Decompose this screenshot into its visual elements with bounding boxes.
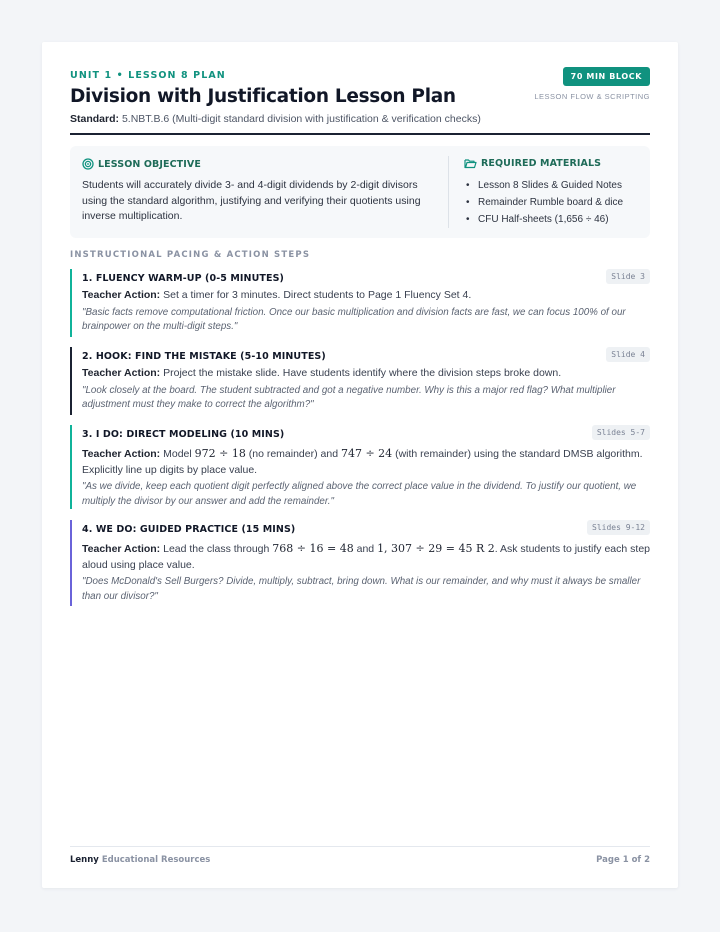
objective-panel (82, 158, 436, 225)
objective-text: Students will accurately divide 3- and 4-digit dividends by 2-digit divisors using the standard algorithm, justifying and verifying their quotients using inverse multiplication. (82, 179, 421, 222)
slide-tag: Slides 9-12 (587, 520, 650, 535)
action-label: Teacher Action: (82, 367, 161, 379)
materials-list (464, 177, 640, 228)
teacher-script: "As we divide, keep each quotient digit perfectly aligned above the correct place value in the dividend. To justify our quotient, we multiply the divisor by our answer and add the remainder." (82, 481, 637, 507)
step-title: 4. WE DO: GUIDED PRACTICE (15 MINS) (82, 524, 296, 535)
standard-line (70, 113, 481, 125)
step-title: 2. HOOK: FIND THE MISTAKE (5-10 MINUTES) (82, 351, 326, 362)
step-card-1 (70, 269, 650, 337)
step-card-3 (70, 425, 650, 509)
step-accent-bar (70, 347, 72, 415)
action-text: . Ask students to justify each step aloud using place value. (82, 543, 650, 571)
teacher-script: "Basic facts remove computational friction. Once our basic multiplication and division facts are fast, we can focus 100% of our brainpower on the multi-digit steps." (82, 306, 626, 332)
unit-label: UNIT 1 • LESSON 8 PLAN (70, 70, 226, 81)
page-number: Page 1 of 2 (596, 855, 650, 865)
teacher-action (82, 366, 650, 382)
step-title: 1. FLUENCY WARM-UP (0-5 MINUTES) (82, 273, 284, 284)
header-rule (70, 133, 650, 135)
action-text: Lead the class through (163, 543, 273, 555)
objective-heading: LESSON OBJECTIVE (98, 158, 201, 170)
action-text: and (353, 543, 378, 555)
math-expression: 1, 307 ÷ 29 = 45 R 2 (377, 542, 495, 555)
materials-heading: REQUIRED MATERIALS (481, 158, 602, 169)
list-item: • Lesson 8 Slides & Guided Notes (464, 177, 640, 194)
teacher-action (82, 288, 650, 304)
step-card-2 (70, 347, 650, 415)
math-expression: 747 ÷ 24 (340, 447, 393, 460)
header-subtitle: LESSON FLOW & SCRIPTING (534, 92, 650, 101)
footer-brand: Lenny (70, 855, 99, 865)
materials-panel (464, 158, 640, 228)
footer-org: Educational Resources (101, 855, 211, 865)
page-title: Division with Justification Lesson Plan (70, 86, 456, 107)
step-card-4 (70, 520, 650, 606)
target-icon (82, 158, 94, 170)
lesson-plan-page (42, 42, 678, 888)
teacher-script: "Look closely at the board. The student subtracted and got a negative number. Why is this a major red flag? What multiplier adjustment must they make to correct the algorithm?" (82, 384, 616, 410)
footer-rule (70, 846, 650, 847)
action-label: Teacher Action: (82, 448, 161, 460)
list-item: • Remainder Rumble board & dice (464, 194, 640, 211)
step-accent-bar (70, 425, 72, 509)
math-expression: 972 ÷ 18 (194, 447, 246, 460)
objective-materials-box (70, 146, 650, 238)
slide-tag: Slide 4 (606, 347, 650, 362)
action-text: (with remainder) using the standard DMSB algorithm. Explicitly line up digits by place value. (82, 448, 643, 476)
list-item: • CFU Half-sheets (1,656 ÷ 46) (464, 211, 640, 228)
action-text: Project the mistake slide. Have students identify where the division steps broke down. (163, 367, 562, 379)
action-label: Teacher Action: (82, 289, 161, 301)
footer-branding (70, 855, 210, 865)
step-title: 3. I DO: DIRECT MODELING (10 MINS) (82, 429, 285, 440)
teacher-action (82, 541, 650, 573)
action-text: (no remainder) and (245, 448, 341, 460)
action-label: Teacher Action: (82, 543, 161, 555)
action-text: Model (163, 448, 195, 460)
step-accent-bar (70, 269, 72, 337)
panel-divider (448, 156, 449, 228)
step-accent-bar (70, 520, 72, 606)
pacing-heading: INSTRUCTIONAL PACING & ACTION STEPS (70, 250, 311, 260)
action-text: Set a timer for 3 minutes. Direct students to Page 1 Fluency Set 4. (163, 289, 472, 301)
folder-icon (464, 158, 477, 169)
slide-tag: Slides 5-7 (592, 425, 650, 440)
standard-label: Standard: (70, 113, 120, 125)
duration-badge: 70 MIN BLOCK (563, 67, 650, 86)
teacher-action (82, 446, 650, 478)
teacher-script: "Does McDonald's Sell Burgers? Divide, multiply, subtract, bring down. What is our remainder, and why must it always be smaller than our divisor?" (82, 576, 641, 602)
standard-text: 5.NBT.B.6 (Multi-digit standard division with justification & verification checks) (121, 113, 481, 125)
math-expression: 768 ÷ 16 = 48 (272, 542, 354, 555)
slide-tag: Slide 3 (606, 269, 650, 284)
